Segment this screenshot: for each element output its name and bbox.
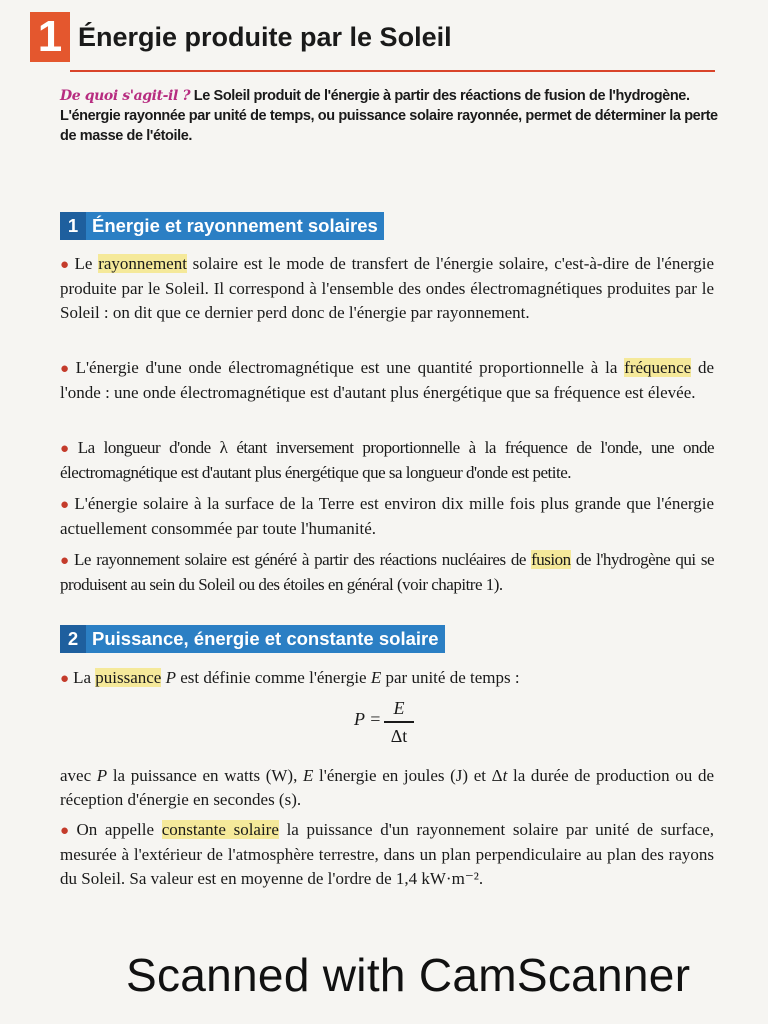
text: par unité de temps : (381, 668, 520, 687)
text: La (73, 668, 96, 687)
intro-box (60, 86, 720, 146)
text: L'énergie d'une onde électromagnétique est une quantité proportionnelle à la (75, 358, 625, 377)
bullet-icon: ● (60, 671, 70, 687)
text: solaire est le mode de transfert de l'énergie solaire, c'est-à-dire de l'énergie produite par le Soleil. Il correspond à l'ensemble des ondes électromagnétiques produites par le Soleil : on dit que ce dernier perd donc de l'énergie par rayonnement. (60, 254, 714, 322)
paragraph-fusion (60, 548, 714, 597)
text: La longueur d'onde λ étant inversement proportionnelle à la fréquence de l'onde, une onde électromagnétique est d'autant plus énergétique que sa longueur d'onde est petite. (60, 438, 715, 482)
intro-lead: De quoi s'agit-il ? (60, 88, 191, 104)
paragraph-rayonnement (60, 252, 714, 325)
scanner-watermark: Scanned with CamScanner (126, 949, 691, 1001)
highlight-term: constante solaire (161, 820, 279, 839)
bullet-icon: ● (60, 497, 71, 513)
text: avec (60, 766, 97, 785)
highlight-term: puissance (95, 668, 162, 687)
formula-fraction (384, 697, 414, 747)
fraction-bar (384, 721, 414, 723)
variable-t: t (502, 766, 508, 785)
section-title: Énergie et rayonnement solaires (92, 215, 378, 236)
highlight-term: fusion (531, 550, 571, 569)
text: l'énergie en joules (J) et Δ (313, 766, 503, 785)
variable-p: P (165, 668, 176, 687)
bullet-icon: ● (60, 823, 73, 839)
chapter-title: Énergie produite par le Soleil (78, 22, 452, 52)
paragraph-frequence (60, 356, 714, 405)
intro-text: Le Soleil produit de l'énergie à partir des réactions de fusion de l'hydrogène. L'énergie rayonnée par unité de temps, ou puissance solaire rayonnée, permet de déterminer la perte de masse de l'étoile. (60, 88, 718, 144)
section-number: 1 (60, 212, 86, 240)
formula-denominator: Δt (390, 725, 408, 746)
section-title: Puissance, énergie et constante solaire (92, 628, 439, 649)
paragraph-unites (60, 764, 714, 812)
paragraph-energie-terre (60, 492, 714, 541)
formula-numerator: E (393, 698, 405, 718)
bullet-icon: ● (60, 361, 72, 377)
text: est définie comme l'énergie (175, 668, 371, 687)
variable-p: P (96, 766, 108, 785)
section-number: 2 (60, 625, 86, 653)
variable-e: E (303, 766, 314, 785)
bullet-icon: ● (60, 553, 71, 569)
bullet-icon: ● (60, 441, 74, 457)
title-divider (70, 70, 715, 72)
paragraph-puissance (60, 666, 714, 691)
variable-e: E (370, 668, 382, 687)
section-heading-2 (60, 625, 445, 653)
text: la puissance d'un rayonnement solaire par unité de surface, mesurée à l'extérieur de l'atmosphère terrestre, dans un plan perpendiculaire au plan des rayons du Soleil. Sa valeur est en moyenne de l'ordre de 1,4 kW·m⁻². (60, 820, 714, 888)
text: Le (74, 254, 99, 273)
section-heading-1 (60, 212, 384, 240)
text: de l'onde : une onde électromagnétique est d'autant plus énergétique que sa fréquence est élevée. (60, 358, 715, 402)
highlight-term: fréquence (624, 358, 692, 377)
paragraph-longueur-onde (60, 436, 714, 485)
text: Le rayonnement solaire est généré à partir des réactions nucléaires de (74, 550, 532, 569)
bullet-icon: ● (60, 257, 71, 273)
paragraph-constante-solaire (60, 818, 714, 891)
text: de l'hydrogène qui se produisent au sein du Soleil ou des étoiles en général (voir chapitre 1). (60, 550, 715, 594)
text: la durée de production ou de réception d'énergie en secondes (s). (60, 766, 714, 809)
text: L'énergie solaire à la surface de la Terre est environ dix mille fois plus grande que l'énergie actuellement consommée par toute l'humanité. (60, 494, 714, 538)
highlight-term: rayonnement (98, 254, 187, 273)
text: On appelle (76, 820, 162, 839)
text: la puissance en watts (W), (107, 766, 303, 785)
chapter-number: 1 (30, 12, 70, 62)
formula-lhs: P = (354, 709, 382, 729)
